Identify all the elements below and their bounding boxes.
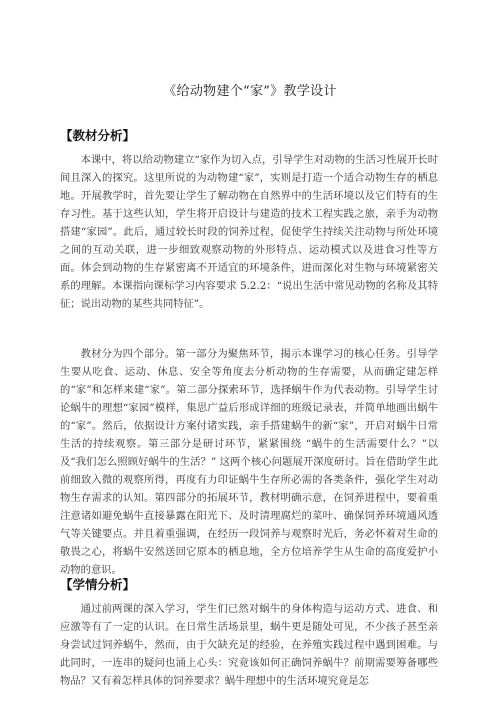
section-heading-learner-analysis: 【学情分析】 [60,577,136,592]
paragraph-textbook-analysis-2: 教材分为四个部分。第一部分为聚焦环节，揭示本课学习的核心任务。引导学生要从吃食、运动、休息、安全等角度去分析动物的生存需要，从而确定建怎样的“家”和怎样来建“家”。第二部分探索环节，选择蜗牛作为代表动物。引导学生讨论蜗牛的理想“家园”模样，集思广益后形成详细的班级记录表，并简单地画出蜗牛的“家”。然后，依据设计方案付诸实践，亲手搭建蜗牛的新“家”，开启对蜗牛日常生活的持续观察。第三部分是研讨环节，紧紧围绕 “蜗牛的生活需要什么？”以及“我们怎么照顾好蜗牛的生活？” 这两个核心问题展开深度研讨。旨在借助学生此前细致入微的观察所得，再度有力印证蜗牛生存所必需的各类条件，强化学生对动物生存需求的认知。第四部分的拓展环节，教材明确示意，在饲养进程中，要着重注意诸如避免蜗牛直接暴露在阳光下、及时清理腐烂的菜叶、确保饲养环境通风透气等关键要点。并且着重强调，在经历一段饲养与观察时光后，务必怀着对生命的敬畏之心，将蜗牛安然送回它原本的栖息地，全方位培养学生从生命的高度爱护小动物的意识。 [60,348,438,576]
paragraph-textbook-analysis-1: 本课中，将以给动物建立“家作为切入点，引导学生对动物的生活习性展开长时间且深入的探究。这里所说的为动物建“家”，实则是打造一个适合动物生存的栖息地。开展教学时，首先要让学生了解动物在自然界中的生活环境以及它们特有的生存习性。基于这些认知，学生将开启设计与建造的技术工程实践之旅，亲手为动物搭建“家园”。此后，通过较长时段的饲养过程，促使学生持续关注动物与所处环境之间的互动关联，进一步细致观察动物的外形特点、运动模式以及进食习性等方面。体会到动物的生存紧密离不开适宜的环境条件，进而深化对生物与环境紧密关系的理解。本课指向课标学习内容要求 5.2.2：“说出生活中常见动物的名称及其特征；说出动物的某些共同特征”。 [60,154,438,310]
section-heading-textbook-analysis: 【教材分析】 [60,128,136,143]
document-title: 《给动物建个“家”》教学设计 [163,84,337,99]
paragraph-learner-analysis-1: 通过前两课的深入学习，学生们已然对蜗牛的身体构造与运动方式、进食、和应激等有了一定的认识。在日常生活场景里，蜗牛更是随处可见，不少孩子甚至亲身尝试过饲养蜗牛，然而，由于欠缺充足的经验，在养殖实践过程中遇到困难。与此同时，一连串的疑问也涌上心头：究竟该如何正确饲养蜗牛？前期需要筹备哪些物品？又有着怎样具体的饲养要求？蜗牛理想中的生活环境究竟是怎 [60,603,438,687]
